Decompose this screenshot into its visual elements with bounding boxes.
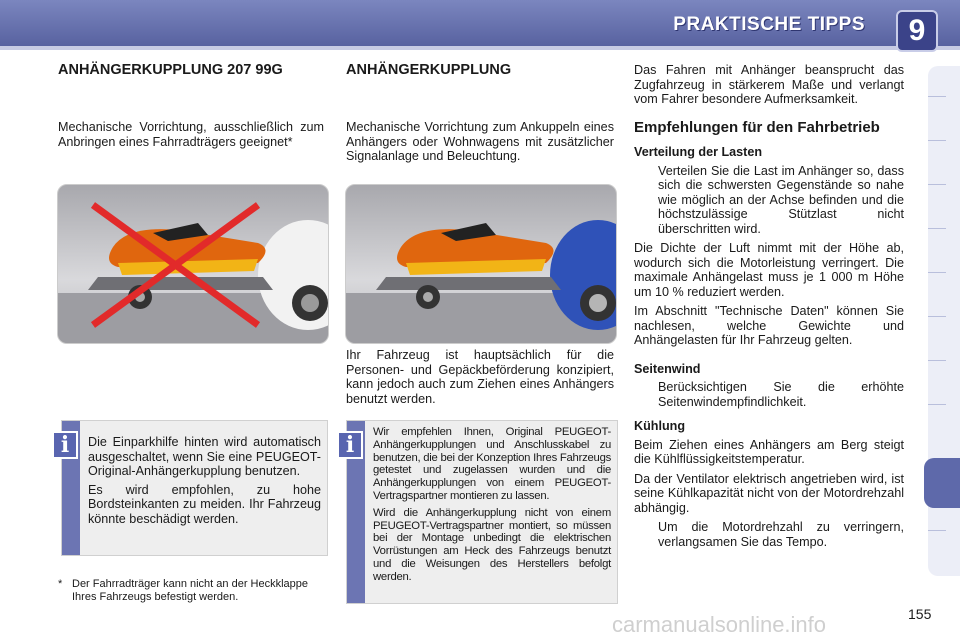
footnote [58, 578, 328, 604]
altitude-paragraph: Die Dichte der Luft nimmt mit der Höhe ab, wodurch sich die Motorleistung verringert. Die maximale Anhängelast muss je 1 000 m Höhe um 10 % reduziert werden. [634, 241, 904, 299]
jetski-trailer-illustration [58, 185, 328, 343]
side-tab-divider [928, 184, 946, 185]
jetski-trailer-illustration [346, 185, 616, 343]
watermark: carmanualsonline.info [612, 612, 827, 637]
info-paragraph: Wir empfehlen Ihnen, Original PEUGEOT-Anhängerkupplungen und Anschlusskabel zu benutzen, die bei der Konzeption Ihres Fahrzeugs getestet und zugelassen wurden und die Anhängerkupplungen von einem PEUGEOT-Vertragspartner montieren zu lassen. [373, 426, 611, 502]
bullet-icon [634, 520, 658, 549]
info-icon: i [52, 431, 78, 459]
info-box-parking-aid [61, 420, 328, 556]
side-tab-divider [928, 360, 946, 361]
info-paragraph: Wird die Anhängerkupplung nicht von einem PEUGEOT-Vertragspartner montiert, so müssen bei der Montage unbedingt die elektrischen Vorrüstungen am Heck des Fahrzeugs benutzt und die Weisungen des Herstellers befolgt werden. [373, 506, 611, 583]
bullet-icon [634, 164, 658, 237]
side-tab-active[interactable] [924, 458, 960, 508]
cooling-paragraph: Beim Ziehen eines Anhängers am Berg steigt die Kühlflüssigkeitstemperatur. [634, 437, 904, 466]
info-paragraph: Die Einparkhilfe hinten wird automatisch ausgeschaltet, wenn Sie eine PEUGEOT-Original-Anhängerkupplung benutzen. [88, 435, 321, 478]
side-tab-divider [928, 530, 946, 531]
chapter-title: PRAKTISCHE TIPPS [673, 14, 865, 35]
towing-intro: Das Fahren mit Anhänger beansprucht das Zugfahrzeug in stärkerem Maße und verlangt vom Fahrer besondere Aufmerksamkeit. [634, 63, 904, 106]
cooling-heading: Kühlung [634, 419, 686, 433]
section-title-towbar: ANHÄNGERKUPPLUNG [346, 62, 512, 78]
load-distribution-heading: Verteilung der Lasten [634, 145, 763, 159]
side-tab-divider [928, 404, 946, 405]
info-icon: i [337, 431, 363, 459]
info-paragraph: Es wird empfohlen, zu hohe Bordsteinkanten zu meiden. Ihr Fahrzeug könnte beschädigt werden. [88, 482, 321, 526]
footnote-mark: * [58, 578, 63, 590]
side-tab-divider [928, 272, 946, 273]
towbar-description: Mechanische Vorrichtung zum Ankuppeln eines Anhängers oder Wohnwagens mit zusätzlicher Signalanlage und Beleuchtung. [346, 120, 614, 163]
right-column [634, 63, 904, 554]
header-shadow [0, 46, 960, 50]
info-box-text [88, 435, 321, 530]
towbar-207-description: Mechanische Vorrichtung, ausschließlich zum Anbringen eines Fahrradträgers geeignet* [58, 120, 324, 149]
section-title-towbar-207: ANHÄNGERKUPPLUNG 207 99G [58, 62, 283, 78]
bullet-text: Um die Motordrehzahl zu verringern, verlangsamen Sie das Tempo. [658, 520, 904, 549]
side-tab-divider [928, 140, 946, 141]
page-number: 155 [908, 606, 932, 622]
bullet-item [634, 380, 904, 409]
footnote-text: Der Fahrradträger kann nicht an der Heckklappe Ihres Fahrzeugs befestigt werden. [72, 578, 309, 603]
side-tab-divider [928, 228, 946, 229]
chapter-number-badge: 9 [896, 10, 938, 52]
crosswind-heading: Seitenwind [634, 361, 701, 376]
bullet-icon [634, 380, 658, 409]
side-tab-divider [928, 96, 946, 97]
info-box-text [373, 426, 611, 588]
photo-jetski-trailer-crossed [57, 184, 329, 344]
bullet-text: Verteilen Sie die Last im Anhänger so, dass sich die schwersten Gegenstände so nahe wie möglich an der Achse befinden und die höchstzulässige Stützlast nicht überschritten wird. [658, 163, 904, 236]
side-tab-divider [928, 316, 946, 317]
bullet-item [634, 164, 904, 237]
fan-paragraph: Da der Ventilator elektrisch angetrieben wird, ist seine Kühlkapazität nicht von der Motordrehzahl abhängig. [634, 471, 904, 515]
bullet-text: Berücksichtigen Sie die erhöhte Seitenwindempfindlichkeit. [658, 380, 904, 409]
info-box-original-towbar [346, 420, 618, 604]
bullet-item [634, 520, 904, 549]
photo-jetski-trailer-towbar [345, 184, 617, 344]
driving-recommendations-title: Empfehlungen für den Fahrbetrieb [634, 118, 880, 136]
vehicle-purpose-text: Ihr Fahrzeug ist hauptsächlich für die Personen- und Gepäckbeförderung konzipiert, kann jedoch auch zum Ziehen eines Anhängers benutzt werden. [346, 348, 614, 406]
technical-data-paragraph: Im Abschnitt "Technische Daten" können Sie nachlesen, welche Gewichte und Anhängelasten für Ihr Fahrzeug gelten. [634, 304, 904, 347]
